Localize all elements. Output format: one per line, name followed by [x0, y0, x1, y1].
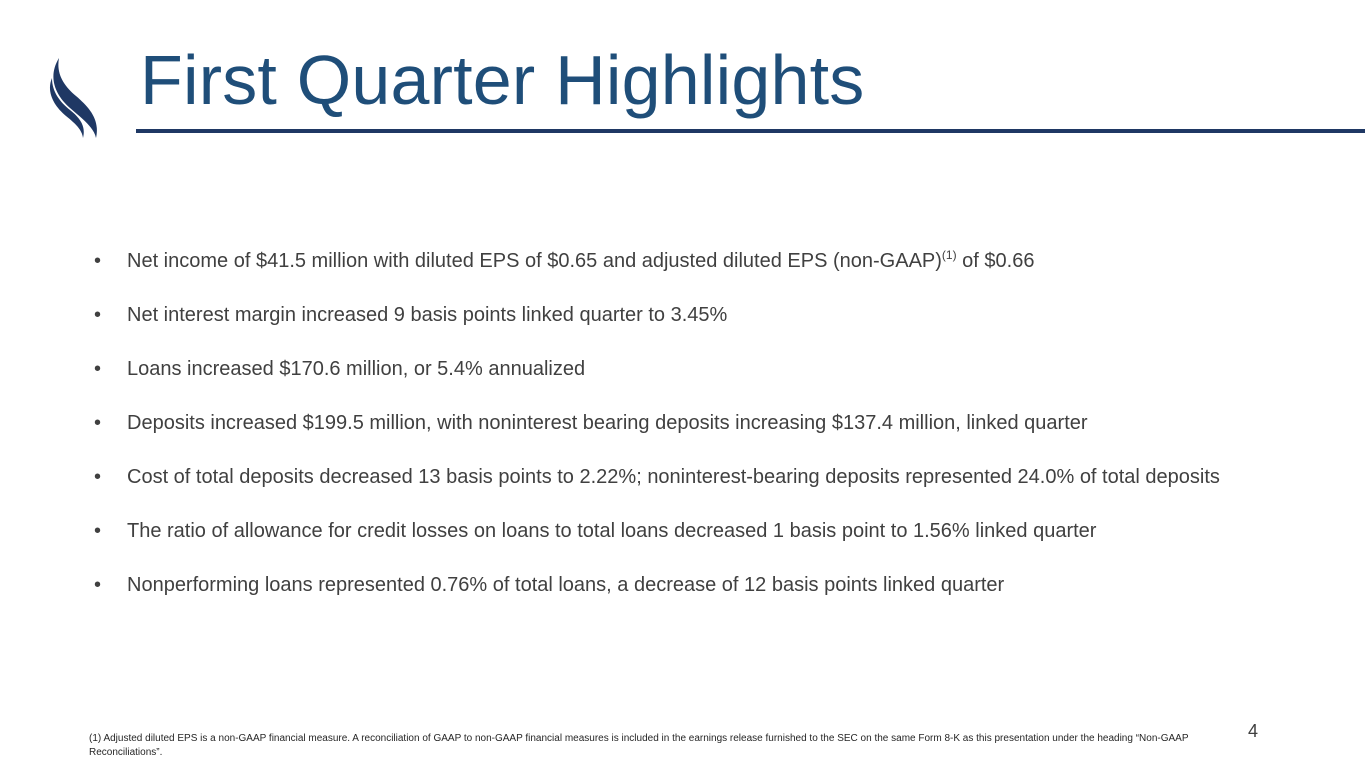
- highlight-cost-of-deposits: • Cost of total deposits decreased 13 basis points to 2.22%; noninterest-bearing deposits represented 24.0% of total deposits: [94, 464, 1271, 490]
- highlight-net-income-suffix: of $0.66: [956, 250, 1035, 272]
- highlight-nonperforming-loans: • Nonperforming loans represented 0.76% of total loans, a decrease of 12 basis points linked quarter: [94, 572, 1271, 598]
- footnote-reference: (1): [941, 248, 957, 262]
- page-title: First Quarter Highlights: [140, 41, 865, 119]
- highlight-allowance-ratio: • The ratio of allowance for credit losses on loans to total loans decreased 1 basis point to 1.56% linked quarter: [94, 518, 1271, 544]
- footnote: (1) Adjusted diluted EPS is a non-GAAP financial measure. A reconciliation of GAAP to non-GAAP financial measures is included in the earnings release furnished to the SEC on the same Form 8-K as this presentation under the heading “Non-GAAP Reconciliations”.: [89, 733, 1189, 758]
- highlight-deposits: • Deposits increased $199.5 million, with noninterest bearing deposits increasing $137.4 million, linked quarter: [94, 410, 1271, 436]
- highlight-net-interest-margin: • Net interest margin increased 9 basis points linked quarter to 3.45%: [94, 302, 1271, 328]
- highlight-net-income: [94, 248, 1271, 274]
- title-divider: [136, 129, 1365, 133]
- page-number: 4: [1248, 721, 1259, 741]
- highlights-list: [94, 248, 1271, 626]
- highlight-loans: • Loans increased $170.6 million, or 5.4% annualized: [94, 356, 1271, 382]
- flame-swoosh-logo-icon: [46, 56, 102, 140]
- highlight-net-income-text: Net income of $41.5 million with diluted EPS of $0.65 and adjusted diluted EPS (non-GAAP): [127, 250, 942, 272]
